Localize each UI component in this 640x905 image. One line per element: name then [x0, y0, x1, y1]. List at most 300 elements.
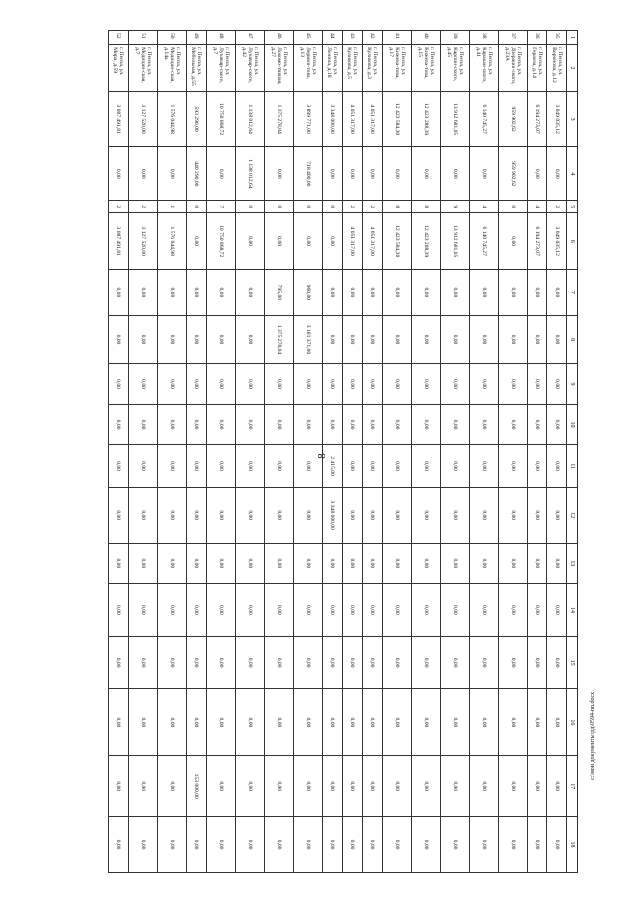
value-cell: 0,00 [109, 445, 129, 488]
value-cell: 0,00 [187, 404, 207, 445]
table-row [469, 31, 498, 873]
value-cell: 0,00 [293, 364, 322, 405]
value-cell: 0,00 [206, 756, 235, 817]
value-cell: 0,00 [382, 817, 411, 873]
value-cell: 0,00 [547, 445, 567, 488]
value-cell: 0,00 [547, 487, 567, 543]
value-cell: 0,00 [158, 270, 187, 316]
value-cell: 0,00 [498, 636, 527, 689]
row-number-cell: 50 [158, 31, 187, 45]
address-cell: г. Пенза, ул. Мира, д.59 [109, 45, 129, 92]
address-cell: г. Пенза, ул. Лермон-това, д.13 [293, 45, 322, 92]
table-row [128, 31, 157, 873]
header-cell: 2 [567, 45, 578, 92]
value-cell: 0,00 [322, 756, 342, 817]
value-cell: 0,00 [342, 487, 362, 543]
row-number-cell: 49 [187, 31, 207, 45]
address-cell: г. Пенза, ул. Дзержин-ского, д.23А [498, 45, 527, 92]
row-number-cell: 40 [411, 31, 440, 45]
value-cell: 2 [342, 201, 362, 213]
value-cell: 0,00 [411, 364, 440, 405]
value-cell: 0,00 [411, 445, 440, 488]
value-cell: 0,00 [109, 543, 129, 584]
value-cell: 0,00 [128, 817, 157, 873]
value-cell: 0,00 [382, 270, 411, 316]
value-cell: 0,00 [128, 445, 157, 488]
value-cell: 0,00 [411, 270, 440, 316]
address-cell: г. Пенза, ул. Куликова, д.3 [362, 45, 382, 92]
row-number-cell: 39 [440, 31, 469, 45]
value-cell: 3 127 520,00 [128, 213, 157, 270]
value-cell: 0,00 [158, 404, 187, 445]
value-cell: 0,00 [235, 636, 264, 689]
table-row [322, 31, 342, 873]
value-cell: 0,00 [109, 315, 129, 364]
value-cell: 0,00 [109, 404, 129, 445]
value-cell: 0,00 [206, 636, 235, 689]
value-cell: 0,00 [322, 213, 342, 270]
value-cell: 0,00 [293, 817, 322, 873]
rotated-table-container [108, 30, 578, 873]
value-cell: 0 [498, 201, 527, 213]
value-cell: 0,00 [293, 213, 322, 270]
value-cell: 0,00 [411, 487, 440, 543]
value-cell: 0,00 [128, 404, 157, 445]
value-cell: 959 902,62 [498, 91, 527, 147]
value-cell: 0,00 [128, 543, 157, 584]
value-cell: 440 290,00 [187, 147, 207, 201]
row-number-cell: 51 [128, 31, 157, 45]
value-cell: 0,00 [235, 404, 264, 445]
value-cell: 0,00 [411, 817, 440, 873]
value-cell: 0,00 [158, 543, 187, 584]
value-cell: 0,00 [187, 817, 207, 873]
value-cell: 1 576 044,98 [158, 91, 187, 147]
value-cell: 0,00 [187, 636, 207, 689]
header-cell: 7 [567, 270, 578, 316]
row-number-cell: 36 [527, 31, 547, 45]
value-cell: 0,00 [547, 315, 567, 364]
table-row [187, 31, 207, 873]
value-cell: 0,00 [342, 636, 362, 689]
value-cell: 0,00 [206, 817, 235, 873]
value-cell: 0,00 [469, 756, 498, 817]
value-cell: 0,00 [109, 270, 129, 316]
value-cell: 4 [527, 201, 547, 213]
value-cell: 2 [128, 201, 157, 213]
row-number-cell: 48 [206, 31, 235, 45]
value-cell: 0,00 [109, 147, 129, 201]
value-cell: 0,00 [206, 689, 235, 756]
value-cell: 3 087 491,81 [109, 91, 129, 147]
value-cell: 153 000,00 [187, 756, 207, 817]
value-cell: 0,00 [264, 636, 293, 689]
address-cell: г. Пенза, ул. Каракан-ского, д.41 [469, 45, 498, 92]
value-cell: 6 194 273,07 [527, 213, 547, 270]
value-cell: 12 423 288,39 [411, 213, 440, 270]
value-cell: 10 750 868,72 [206, 91, 235, 147]
value-cell: 0,00 [342, 315, 362, 364]
value-cell: 0,00 [206, 315, 235, 364]
value-cell: 0,00 [128, 636, 157, 689]
value-cell: 0,00 [206, 487, 235, 543]
value-cell: 0,00 [469, 270, 498, 316]
row-number-cell: 46 [264, 31, 293, 45]
table-row [293, 31, 322, 873]
file-path-footer: c:\мои документы\рд\0594-nn.docx [590, 691, 596, 780]
value-cell: 0,00 [362, 364, 382, 405]
value-cell: 6 140 745,27 [469, 91, 498, 147]
value-cell: 0,00 [498, 756, 527, 817]
value-cell: 0,00 [109, 689, 129, 756]
header-cell: 15 [567, 636, 578, 689]
value-cell: 0,00 [158, 689, 187, 756]
value-cell: 0,00 [362, 315, 382, 364]
value-cell: 0,00 [362, 817, 382, 873]
table-row [362, 31, 382, 873]
value-cell: 0,00 [469, 404, 498, 445]
value-cell: 0,00 [469, 487, 498, 543]
value-cell: 0,00 [128, 147, 157, 201]
value-cell: 0,00 [411, 636, 440, 689]
value-cell: 0,00 [527, 270, 547, 316]
value-cell: 0,00 [498, 584, 527, 637]
value-cell: 0,00 [264, 364, 293, 405]
value-cell: 0,00 [158, 364, 187, 405]
value-cell: 0,00 [187, 543, 207, 584]
value-cell: 0,00 [187, 445, 207, 488]
value-cell: 0,00 [264, 584, 293, 637]
value-cell: 0,00 [362, 636, 382, 689]
value-cell: 960,00 [293, 270, 322, 316]
value-cell: 0,00 [382, 445, 411, 488]
value-cell: 0,00 [322, 584, 342, 637]
address-cell: г. Пенза, ул. Луначар-ского, д.7 [206, 45, 235, 92]
table-row [158, 31, 187, 873]
value-cell: 0 [322, 201, 342, 213]
value-cell: 3 181 371,00 [293, 315, 322, 364]
value-cell: 3 899 771,00 [293, 91, 322, 147]
value-cell: 0,00 [342, 817, 362, 873]
value-cell: 0,00 [264, 756, 293, 817]
header-cell: 5 [567, 201, 578, 213]
value-cell: 0,00 [440, 364, 469, 405]
value-cell: 0,00 [498, 404, 527, 445]
value-cell: 0,00 [235, 487, 264, 543]
value-cell: 0,00 [411, 584, 440, 637]
table-row [547, 31, 567, 873]
value-cell: 0,00 [469, 584, 498, 637]
address-cell: г. Пенза, ул. Карпин-ского, д.45 [440, 45, 469, 92]
table-row [411, 31, 440, 873]
value-cell: 0,00 [527, 487, 547, 543]
value-cell: 0,00 [235, 756, 264, 817]
value-cell: 0,00 [440, 315, 469, 364]
value-cell: 0,00 [206, 147, 235, 201]
value-cell: 0,00 [440, 636, 469, 689]
value-cell: 0,00 [235, 817, 264, 873]
value-cell: 0,00 [109, 817, 129, 873]
value-cell: 12 423 584,30 [382, 213, 411, 270]
value-cell: 4 051 317,00 [362, 213, 382, 270]
value-cell: 1 [158, 201, 187, 213]
value-cell: 0,00 [158, 584, 187, 637]
value-cell: 0,00 [206, 404, 235, 445]
value-cell: 0,00 [498, 270, 527, 316]
value-cell: 0,00 [158, 636, 187, 689]
value-cell: 3 049 035,12 [547, 213, 567, 270]
value-cell: 1 138 012,64 [235, 91, 264, 147]
value-cell: 0,00 [362, 404, 382, 445]
value-cell: 795,00 [264, 270, 293, 316]
header-cell: 12 [567, 487, 578, 543]
value-cell: 0,00 [440, 147, 469, 201]
value-cell: 2 415,00 [322, 445, 342, 488]
value-cell: 0,00 [440, 817, 469, 873]
value-cell: 718 400,00 [293, 147, 322, 201]
value-cell: 0,00 [527, 689, 547, 756]
value-cell: 0,00 [440, 445, 469, 488]
value-cell: 3 087 491,81 [109, 213, 129, 270]
value-cell: 0,00 [498, 315, 527, 364]
value-cell: 0,00 [547, 543, 567, 584]
address-cell: г. Пенза, ул. Кижева-това, д.15 [411, 45, 440, 92]
value-cell: 0,00 [235, 270, 264, 316]
value-cell: 0,00 [109, 364, 129, 405]
address-cell: г. Пенза, ул. Мебельная, д.55 [187, 45, 207, 92]
value-cell: 0,00 [235, 584, 264, 637]
value-cell: 0,00 [547, 147, 567, 201]
value-cell: 0,00 [362, 689, 382, 756]
address-cell: г. Пенза, ул. Воронова, д.12 [547, 45, 567, 92]
value-cell: 0,00 [469, 636, 498, 689]
address-cell: г. Пенза, ул. Ленина, д.18 [322, 45, 342, 92]
table-row [440, 31, 469, 873]
value-cell: 0,00 [527, 636, 547, 689]
value-cell: 0,00 [362, 445, 382, 488]
value-cell: 12 423 584,30 [382, 91, 411, 147]
value-cell: 0,00 [382, 315, 411, 364]
value-cell: 13 912 681,05 [440, 213, 469, 270]
value-cell: 0,00 [322, 404, 342, 445]
value-cell: 0,00 [293, 404, 322, 445]
value-cell: 1 576 044,98 [158, 213, 187, 270]
value-cell: 0,00 [527, 445, 547, 488]
value-cell: 0,00 [342, 689, 362, 756]
value-cell: 0,00 [411, 404, 440, 445]
value-cell: 0,00 [158, 756, 187, 817]
value-cell: 0,00 [411, 147, 440, 201]
row-number-cell: 35 [547, 31, 567, 45]
value-cell: 0,00 [547, 364, 567, 405]
value-cell: 0,00 [498, 445, 527, 488]
value-cell: 0,00 [498, 817, 527, 873]
value-cell: 7 [206, 201, 235, 213]
header-cell: 13 [567, 543, 578, 584]
value-cell: 0,00 [264, 213, 293, 270]
value-cell: 0,00 [498, 213, 527, 270]
value-cell: 12 423 288,39 [411, 91, 440, 147]
value-cell: 0,00 [362, 487, 382, 543]
header-cell: 8 [567, 315, 578, 364]
value-cell: 959 902,62 [498, 147, 527, 201]
value-cell: 6 140 745,27 [469, 213, 498, 270]
value-cell: 3 049 035,12 [547, 91, 567, 147]
value-cell: 4 [469, 201, 498, 213]
value-cell: 0,00 [187, 689, 207, 756]
value-cell: 0,00 [547, 270, 567, 316]
header-cell: 1 [567, 31, 578, 45]
row-number-cell: 52 [109, 31, 129, 45]
header-cell: 17 [567, 756, 578, 817]
value-cell: 0,00 [527, 756, 547, 817]
value-cell: 0,00 [469, 147, 498, 201]
value-cell: 0,00 [382, 584, 411, 637]
value-cell: 0,00 [128, 270, 157, 316]
table-row [109, 31, 129, 873]
value-cell: 593 290,00 [187, 91, 207, 147]
value-cell: 0,00 [158, 315, 187, 364]
value-cell: 0,00 [293, 584, 322, 637]
value-cell: 0,00 [527, 584, 547, 637]
table-header-row [567, 31, 578, 873]
value-cell: 0,00 [158, 445, 187, 488]
header-cell: 18 [567, 817, 578, 873]
value-cell: 0,00 [322, 817, 342, 873]
value-cell: 0,00 [109, 487, 129, 543]
value-cell: 0,00 [235, 689, 264, 756]
row-number-cell: 43 [342, 31, 362, 45]
value-cell: 1 375 278,04 [264, 91, 293, 147]
address-cell: г. Пенза, ул. Медицин-ская, д.14а [158, 45, 187, 92]
header-cell: 10 [567, 404, 578, 445]
value-cell: 0,00 [206, 584, 235, 637]
page-number: 8 [316, 453, 328, 459]
value-cell: 0,00 [158, 817, 187, 873]
value-cell: 0,00 [235, 543, 264, 584]
value-cell: 4 051 317,00 [342, 213, 362, 270]
row-number-cell: 42 [362, 31, 382, 45]
value-cell: 0,00 [322, 315, 342, 364]
value-cell: 0,00 [469, 689, 498, 756]
address-cell: г. Пенза, ул. Медицин-ская, д.7 [128, 45, 157, 92]
value-cell: 0,00 [293, 543, 322, 584]
header-cell: 9 [567, 364, 578, 405]
row-number-cell: 44 [322, 31, 342, 45]
value-cell: 0,00 [187, 315, 207, 364]
value-cell: 13 912 681,05 [440, 91, 469, 147]
value-cell: 0 [235, 201, 264, 213]
value-cell: 0,00 [547, 584, 567, 637]
header-cell: 16 [567, 689, 578, 756]
value-cell: 0,00 [469, 315, 498, 364]
value-cell: 10 750 868,72 [206, 213, 235, 270]
value-cell: 0,00 [342, 756, 362, 817]
table-row [264, 31, 293, 873]
value-cell: 0,00 [109, 636, 129, 689]
value-cell: 0,00 [158, 487, 187, 543]
value-cell: 0,00 [235, 315, 264, 364]
value-cell: 0,00 [293, 487, 322, 543]
value-cell: 0,00 [342, 543, 362, 584]
value-cell: 3 127 520,00 [128, 91, 157, 147]
row-number-cell: 38 [469, 31, 498, 45]
value-cell: 0,00 [322, 543, 342, 584]
value-cell: 3 348 000,00 [322, 91, 342, 147]
value-cell: 0,00 [264, 817, 293, 873]
value-cell: 3 348 000,00 [322, 487, 342, 543]
value-cell: 0,00 [547, 636, 567, 689]
value-cell: 4 051 317,00 [342, 91, 362, 147]
value-cell: 0 [293, 201, 322, 213]
value-cell: 0,00 [342, 147, 362, 201]
value-cell: 8 [382, 201, 411, 213]
value-cell: 0,00 [235, 364, 264, 405]
address-cell: г. Пенза, ул. Гераоза, д.14 [527, 45, 547, 92]
value-cell: 0,00 [322, 364, 342, 405]
value-cell: 0,00 [440, 756, 469, 817]
table-row [235, 31, 264, 873]
value-cell: 0,00 [547, 689, 567, 756]
value-cell: 0,00 [264, 543, 293, 584]
value-cell: 0,00 [206, 445, 235, 488]
value-cell: 0,00 [109, 584, 129, 637]
value-cell: 0,00 [187, 270, 207, 316]
value-cell: 0,00 [362, 147, 382, 201]
value-cell: 0,00 [382, 147, 411, 201]
value-cell: 0,00 [235, 213, 264, 270]
value-cell: 0,00 [469, 445, 498, 488]
value-cell: 8 [411, 201, 440, 213]
value-cell: 0,00 [293, 689, 322, 756]
table-row [498, 31, 527, 873]
value-cell: 4 051 317,00 [362, 91, 382, 147]
value-cell: 0,00 [382, 756, 411, 817]
value-cell: 0,00 [547, 404, 567, 445]
value-cell: 0,00 [187, 213, 207, 270]
value-cell: 0,00 [206, 270, 235, 316]
value-cell: 0,00 [264, 689, 293, 756]
value-cell: 0,00 [206, 543, 235, 584]
value-cell: 0,00 [264, 445, 293, 488]
table-row [382, 31, 411, 873]
value-cell: 0,00 [362, 543, 382, 584]
value-cell: 0,00 [527, 315, 547, 364]
value-cell: 0,00 [382, 689, 411, 756]
value-cell: 0,00 [527, 147, 547, 201]
value-cell: 0,00 [411, 543, 440, 584]
value-cell: 0,00 [440, 543, 469, 584]
value-cell: 0,00 [128, 315, 157, 364]
row-number-cell: 47 [235, 31, 264, 45]
value-cell: 0,00 [342, 445, 362, 488]
value-cell: 0,00 [187, 364, 207, 405]
value-cell: 0,00 [527, 817, 547, 873]
value-cell: 0,00 [342, 584, 362, 637]
value-cell: 0,00 [322, 147, 342, 201]
value-cell: 0,00 [342, 404, 362, 445]
header-cell: 3 [567, 91, 578, 147]
value-cell: 0,00 [498, 543, 527, 584]
address-cell: г. Пенза, ул. Кижева-това, д.17 [382, 45, 411, 92]
header-cell: 4 [567, 147, 578, 201]
table-row [342, 31, 362, 873]
value-cell: 6 194 273,07 [527, 91, 547, 147]
value-cell: 0,00 [547, 817, 567, 873]
value-cell: 0,00 [293, 445, 322, 488]
value-cell: 0,00 [264, 147, 293, 201]
value-cell: 0,00 [187, 584, 207, 637]
